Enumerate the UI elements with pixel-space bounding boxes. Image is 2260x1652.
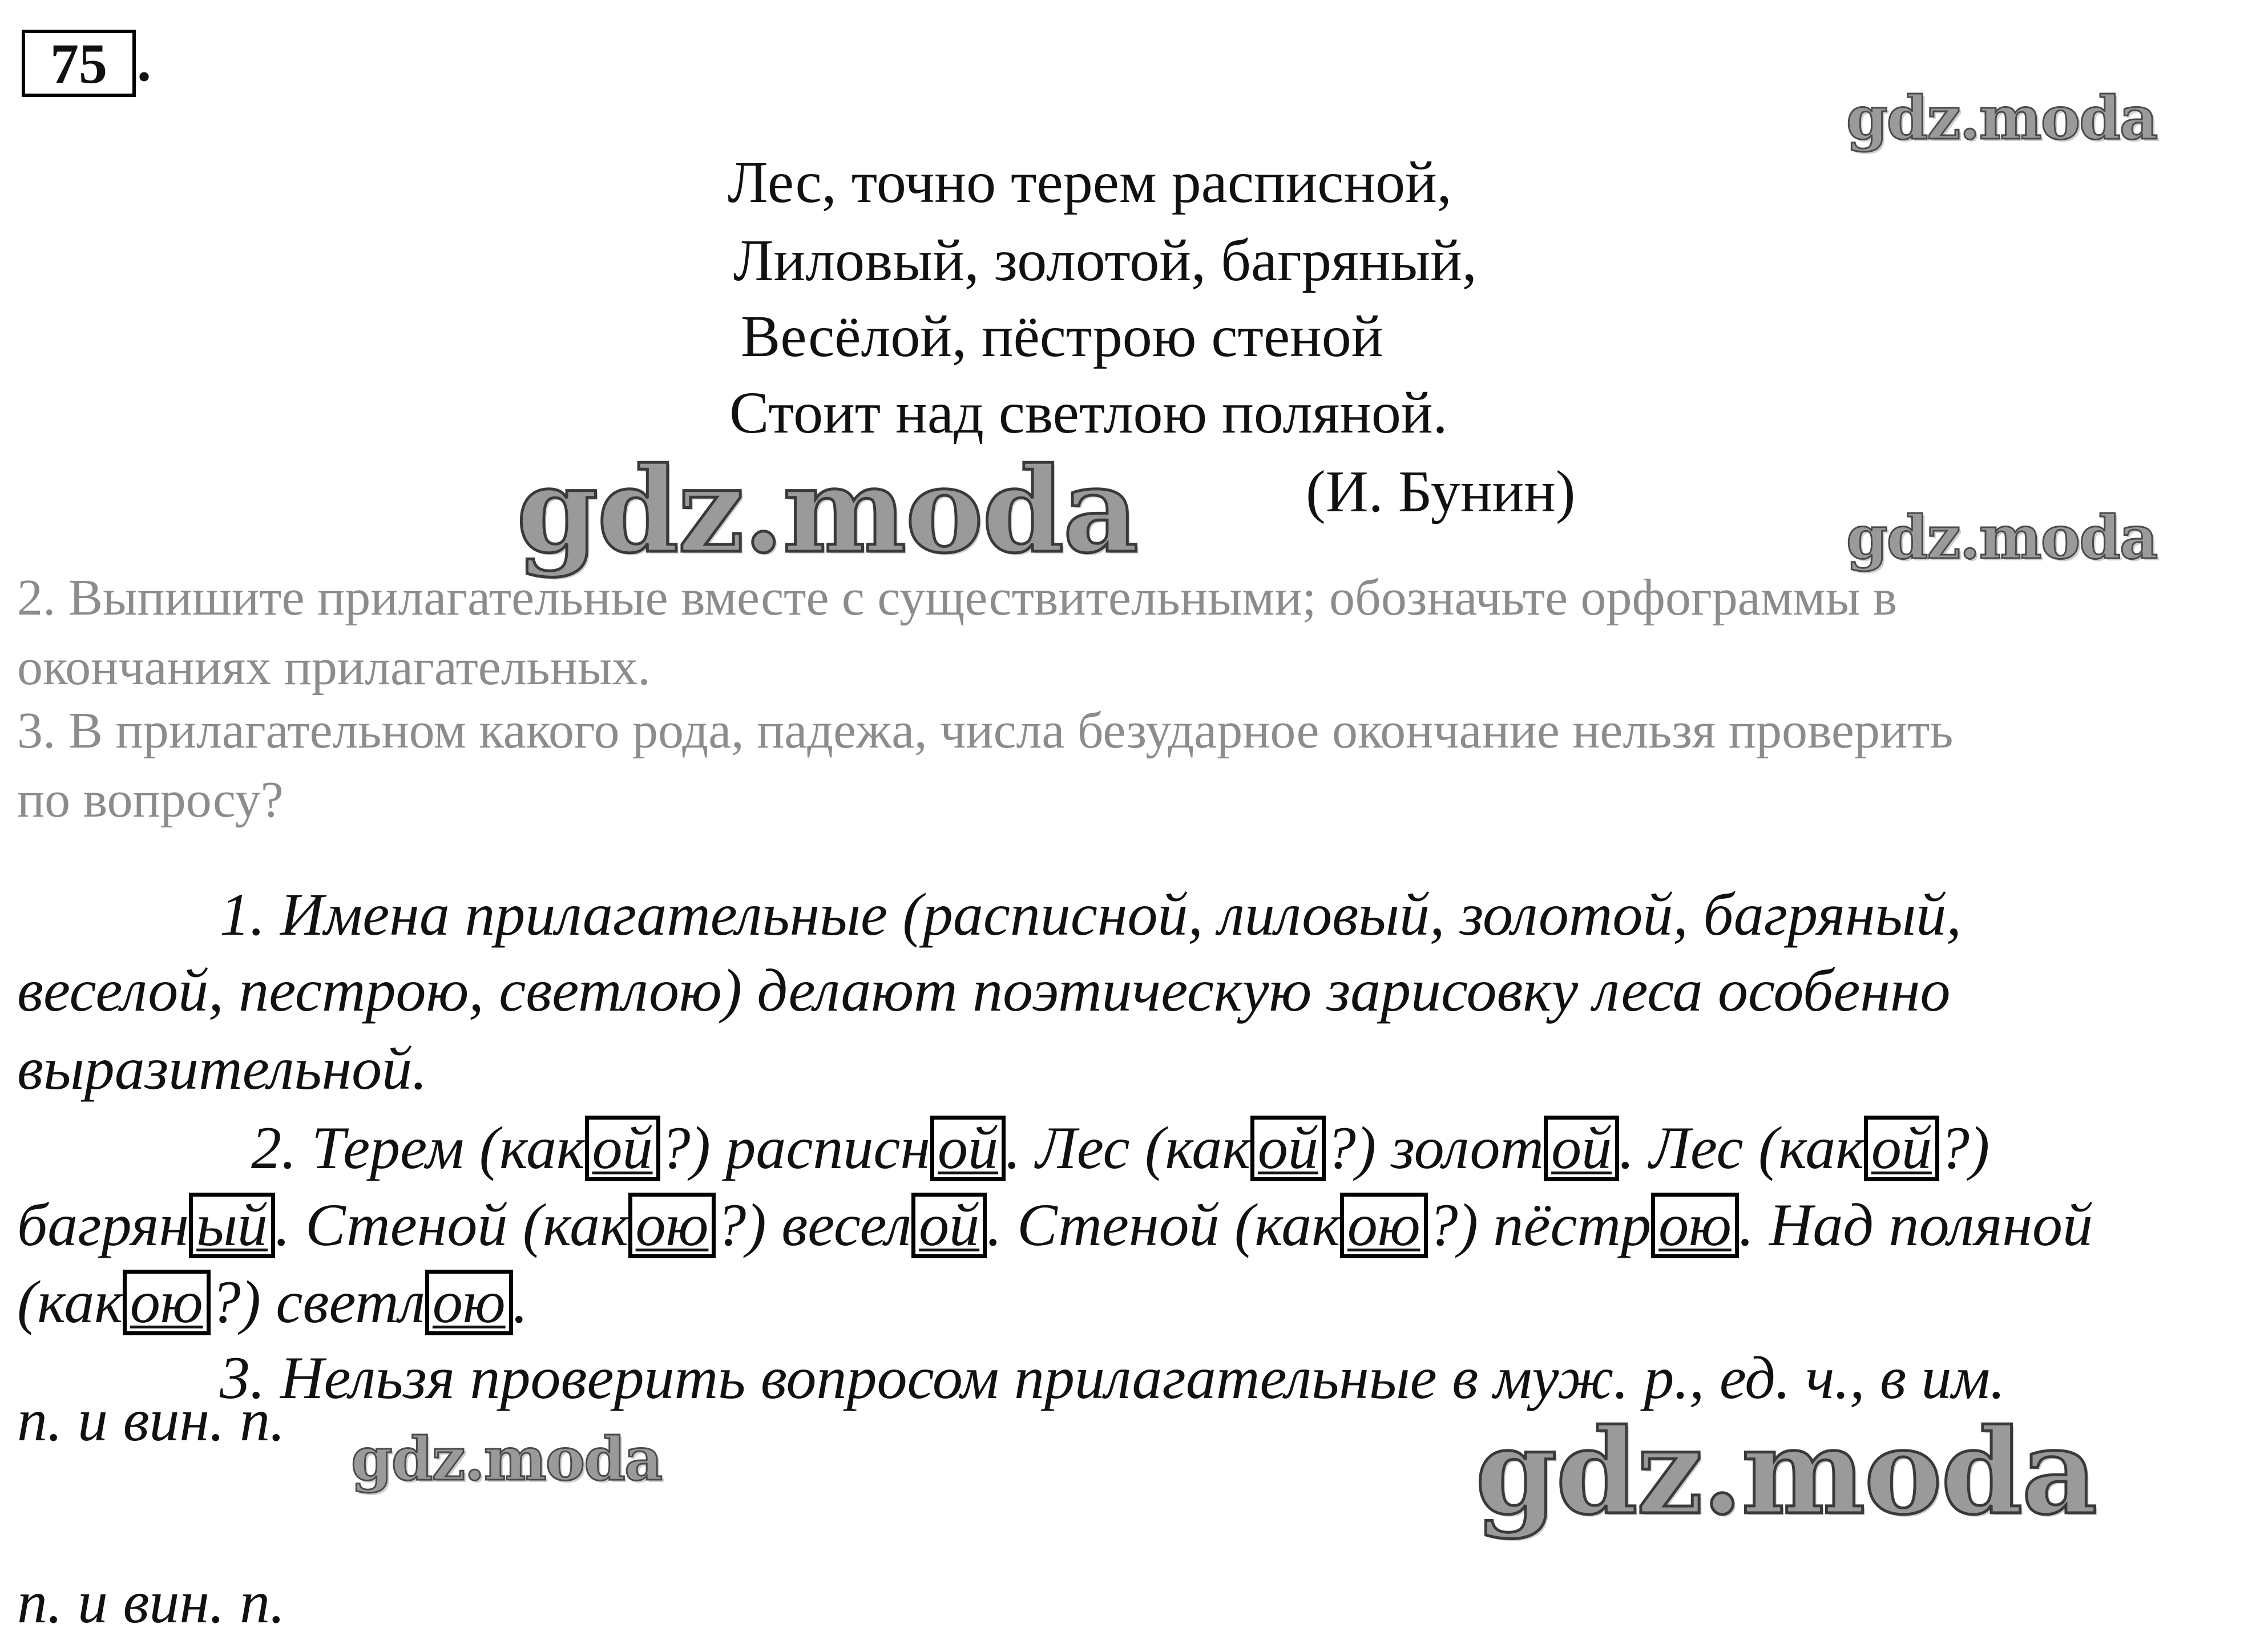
task-2-line-2: окончаниях прилагательных. [17,639,651,696]
poem-line-4: Стоит над светлою поляной. [729,380,1448,446]
answer-3-line-2: п. и вин. п. [17,1569,285,1635]
ending-box: ою [1651,1193,1739,1258]
ending-box: ый [189,1193,275,1258]
poem-line-3: Весёлой, пёстрою стеной [741,304,1383,369]
answer-2-line-1: 2. Терем (как ой ?) расписн ой . Лес (как ой ?) золот ой . Лес (как ой ?) [251,1114,1990,1181]
poem-line-2: Лиловый, золотой, багряный, [733,228,1477,293]
task-2-line-1: 2. Выпишите прилагательные вместе с существительными; обозначьте орфограммы в [17,569,1898,626]
answer-2-line-2: багрян ый . Стеной (как ою ?) весел ой . Стеной (как ою ?) пёстр ою . Над поляной [17,1191,2093,1258]
ending-box: ою [425,1270,513,1335]
answer-3-line-1: 3. Нельзя проверить вопросом прилагательные в муж. р., ед. ч., в им. [220,1344,2005,1411]
exercise-number-dot: . [137,30,151,93]
ending-box: ой [930,1116,1006,1181]
watermark-middle-right: gdz.moda [1846,502,2157,572]
task-3-line-2: по вопросу? [17,772,284,828]
watermark-bottom-left: gdz.moda [351,1424,662,1494]
poem-line-1: Лес, точно терем расписной, [728,150,1452,215]
watermark-top-right: gdz.moda [1846,83,2157,153]
answer-1-line-2: веселой, пестрою, светлою) делают поэтическую зарисовку леса особенно [17,957,1951,1024]
ending-box: ою [1340,1193,1428,1258]
answer-2-line-3: (как ою ?) светл ою . [17,1269,528,1335]
answer-1-line-3: выразительной. [17,1035,427,1102]
ending-box: ой [1864,1116,1939,1181]
ending-box: ой [1544,1116,1619,1181]
ending-box: ой [1250,1116,1326,1181]
answer-1-line-1: 1. Имена прилагательные (расписной, лиловый, золотой, багряный, [220,881,1962,948]
ending-box: ою [628,1193,716,1258]
poem-author: (И. Бунин) [1306,459,1576,524]
watermark-middle-left: gdz.moda [516,442,1138,579]
task-3-line-1: 3. В прилагательном какого рода, падежа, числа безударное окончание нельзя проверить [17,702,1954,759]
ending-box: ой [911,1193,987,1258]
ending-box: ою [123,1270,211,1335]
ending-box: ой [585,1116,660,1181]
answer-3-line-2-clipped: п. и вин. п. [17,1387,285,1453]
exercise-number: 75 [22,30,136,97]
watermark-bottom-right: gdz.moda [1475,1404,2097,1541]
